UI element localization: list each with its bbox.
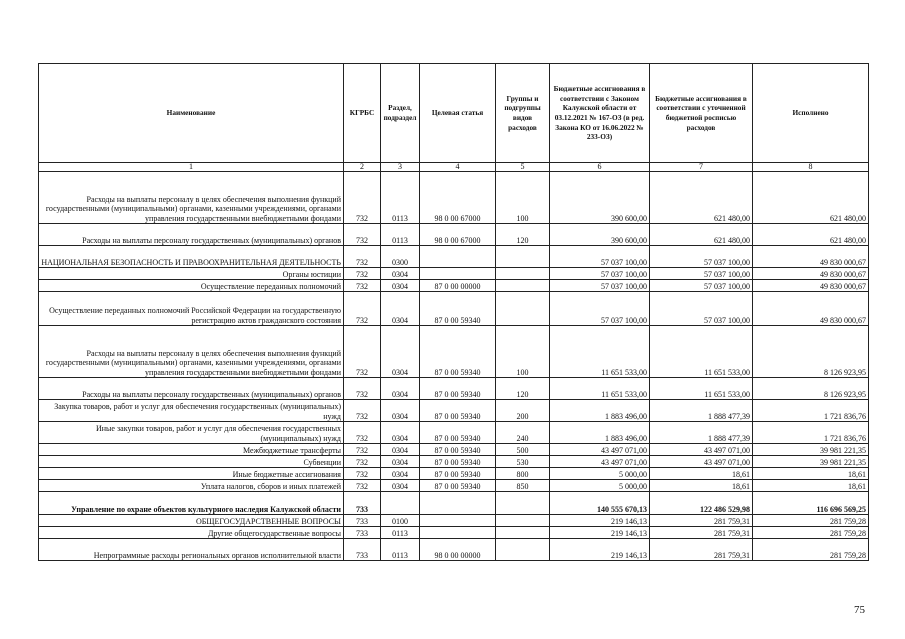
- header-name: Наименование: [39, 64, 344, 163]
- cell-cs: [420, 246, 496, 268]
- table-row: [39, 422, 869, 444]
- cell-kgrbs: 732: [344, 224, 381, 246]
- cell-name: Другие общегосударственные вопросы: [39, 527, 344, 539]
- table-row: [39, 515, 869, 527]
- cell-vr: 500: [496, 444, 550, 456]
- cell-kgrbs: 732: [344, 378, 381, 400]
- cell-kgrbs: 733: [344, 515, 381, 527]
- cell-name: Расходы на выплаты персоналу государственных (муниципальных) органов: [39, 224, 344, 246]
- col-number: 1: [39, 163, 344, 172]
- table-row: [39, 292, 869, 326]
- cell-name: Управление по охране объектов культурного наследия Калужской области: [39, 492, 344, 515]
- cell-cs: [420, 492, 496, 515]
- cell-cs: 98 0 00 67000: [420, 224, 496, 246]
- cell-law: 57 037 100,00: [550, 280, 650, 292]
- table-row: [39, 480, 869, 492]
- cell-kgrbs: 732: [344, 480, 381, 492]
- cell-utochn: 11 651 533,00: [650, 326, 753, 378]
- cell-cs: 98 0 00 67000: [420, 172, 496, 224]
- cell-kgrbs: 732: [344, 292, 381, 326]
- cell-isp: 8 126 923,95: [753, 378, 869, 400]
- cell-name: Осуществление переданных полномочий Российской Федерации на государственную регистрацию актов гражданского состояния: [39, 292, 344, 326]
- cell-utochn: 621 480,00: [650, 172, 753, 224]
- cell-vr: 120: [496, 224, 550, 246]
- cell-razdel: 0304: [381, 444, 420, 456]
- cell-kgrbs: 733: [344, 527, 381, 539]
- cell-isp: 39 981 221,35: [753, 444, 869, 456]
- cell-vr: [496, 527, 550, 539]
- cell-vr: [496, 292, 550, 326]
- cell-utochn: 57 037 100,00: [650, 268, 753, 280]
- table-row: [39, 539, 869, 561]
- cell-cs: 87 0 00 59340: [420, 444, 496, 456]
- cell-utochn: 281 759,31: [650, 527, 753, 539]
- cell-kgrbs: 732: [344, 326, 381, 378]
- cell-law: 57 037 100,00: [550, 268, 650, 280]
- cell-utochn: 43 497 071,00: [650, 444, 753, 456]
- cell-isp: 49 830 000,67: [753, 292, 869, 326]
- cell-kgrbs: 733: [344, 539, 381, 561]
- cell-vr: [496, 246, 550, 268]
- table-row: [39, 378, 869, 400]
- cell-name: Расходы на выплаты персоналу в целях обеспечения выполнения функций государственными (муниципальными) органами, казенными учреждениями, органами управления государственными внебюджетными фондами: [39, 172, 344, 224]
- cell-law: 11 651 533,00: [550, 326, 650, 378]
- table-row: [39, 246, 869, 268]
- cell-name: Межбюджетные трансферты: [39, 444, 344, 456]
- cell-law: 57 037 100,00: [550, 292, 650, 326]
- table-body: [39, 172, 869, 561]
- cell-utochn: 57 037 100,00: [650, 280, 753, 292]
- table-row: [39, 326, 869, 378]
- cell-isp: 116 696 569,25: [753, 492, 869, 515]
- cell-utochn: 621 480,00: [650, 224, 753, 246]
- header-ispolneno: Исполнено: [753, 64, 869, 163]
- cell-name: Уплата налогов, сборов и иных платежей: [39, 480, 344, 492]
- cell-cs: 87 0 00 59340: [420, 378, 496, 400]
- cell-isp: 621 480,00: [753, 172, 869, 224]
- cell-razdel: 0100: [381, 515, 420, 527]
- cell-utochn: 281 759,31: [650, 515, 753, 527]
- header-law: Бюджетные ассигнования в соответствии с Законом Калужской области от 03.12.2021 № 167-ОЗ (в ред. Закона КО от 16.06.2022 № 233-ОЗ): [550, 64, 650, 163]
- cell-razdel: 0304: [381, 400, 420, 422]
- cell-razdel: 0113: [381, 224, 420, 246]
- cell-law: 1 883 496,00: [550, 422, 650, 444]
- cell-vr: [496, 515, 550, 527]
- cell-utochn: 11 651 533,00: [650, 378, 753, 400]
- page-number: 75: [854, 604, 865, 616]
- cell-law: 11 651 533,00: [550, 378, 650, 400]
- cell-utochn: 1 888 477,39: [650, 422, 753, 444]
- col-number: 2: [344, 163, 381, 172]
- cell-isp: 1 721 836,76: [753, 422, 869, 444]
- col-number: 4: [420, 163, 496, 172]
- header-row: [39, 64, 869, 163]
- cell-cs: 87 0 00 59340: [420, 480, 496, 492]
- table-row: [39, 444, 869, 456]
- cell-razdel: 0300: [381, 246, 420, 268]
- cell-law: 219 146,13: [550, 527, 650, 539]
- cell-vr: 240: [496, 422, 550, 444]
- cell-kgrbs: 732: [344, 444, 381, 456]
- cell-vr: [496, 539, 550, 561]
- cell-vr: [496, 268, 550, 280]
- cell-cs: 87 0 00 59340: [420, 400, 496, 422]
- cell-vr: 530: [496, 456, 550, 468]
- column-number-row: [39, 163, 869, 172]
- cell-razdel: 0304: [381, 326, 420, 378]
- cell-law: 5 000,00: [550, 480, 650, 492]
- cell-isp: 49 830 000,67: [753, 280, 869, 292]
- cell-name: Осуществление переданных полномочий: [39, 280, 344, 292]
- table-row: [39, 492, 869, 515]
- header-kgrbs: КГРБС: [344, 64, 381, 163]
- cell-name: Иные бюджетные ассигнования: [39, 468, 344, 480]
- cell-cs: 87 0 00 59340: [420, 456, 496, 468]
- cell-isp: 281 759,28: [753, 527, 869, 539]
- cell-isp: 18,61: [753, 480, 869, 492]
- table-row: [39, 268, 869, 280]
- cell-isp: 621 480,00: [753, 224, 869, 246]
- cell-law: 43 497 071,00: [550, 444, 650, 456]
- cell-cs: 87 0 00 59340: [420, 326, 496, 378]
- col-number: 8: [753, 163, 869, 172]
- cell-vr: [496, 492, 550, 515]
- cell-vr: 850: [496, 480, 550, 492]
- cell-razdel: 0304: [381, 280, 420, 292]
- cell-cs: 98 0 00 00000: [420, 539, 496, 561]
- cell-law: 390 600,00: [550, 224, 650, 246]
- cell-isp: 281 759,28: [753, 539, 869, 561]
- cell-vr: 800: [496, 468, 550, 480]
- table-row: [39, 456, 869, 468]
- cell-isp: 1 721 836,76: [753, 400, 869, 422]
- cell-utochn: 18,61: [650, 468, 753, 480]
- cell-cs: 87 0 00 00000: [420, 280, 496, 292]
- cell-isp: 39 981 221,35: [753, 456, 869, 468]
- budget-table: [38, 63, 869, 561]
- cell-cs: 87 0 00 59340: [420, 292, 496, 326]
- cell-cs: 87 0 00 59340: [420, 468, 496, 480]
- cell-utochn: 122 486 529,98: [650, 492, 753, 515]
- header-celevaya: Целевая статья: [420, 64, 496, 163]
- cell-name: Субвенции: [39, 456, 344, 468]
- cell-kgrbs: 732: [344, 456, 381, 468]
- cell-name: Иные закупки товаров, работ и услуг для обеспечения государственных (муниципальных) нужд: [39, 422, 344, 444]
- cell-utochn: 57 037 100,00: [650, 292, 753, 326]
- cell-cs: [420, 527, 496, 539]
- cell-name: Расходы на выплаты персоналу государственных (муниципальных) органов: [39, 378, 344, 400]
- cell-vr: 100: [496, 326, 550, 378]
- cell-kgrbs: 733: [344, 492, 381, 515]
- cell-law: 43 497 071,00: [550, 456, 650, 468]
- cell-cs: [420, 515, 496, 527]
- cell-name: Непрограммные расходы региональных органов исполнительной власти: [39, 539, 344, 561]
- cell-law: 390 600,00: [550, 172, 650, 224]
- header-utochn: Бюджетные ассигнования в соответствии с уточненной бюджетной росписью расходов: [650, 64, 753, 163]
- cell-law: 219 146,13: [550, 515, 650, 527]
- cell-vr: [496, 280, 550, 292]
- cell-kgrbs: 732: [344, 280, 381, 292]
- cell-razdel: [381, 492, 420, 515]
- cell-name: Расходы на выплаты персоналу в целях обеспечения выполнения функций государственными (муниципальными) органами, казенными учреждениями, органами управления государственными внебюджетными фондами: [39, 326, 344, 378]
- cell-razdel: 0304: [381, 292, 420, 326]
- cell-razdel: 0304: [381, 480, 420, 492]
- cell-utochn: 281 759,31: [650, 539, 753, 561]
- table-row: [39, 280, 869, 292]
- cell-isp: 49 830 000,67: [753, 268, 869, 280]
- col-number: 6: [550, 163, 650, 172]
- cell-name: ОБЩЕГОСУДАРСТВЕННЫЕ ВОПРОСЫ: [39, 515, 344, 527]
- cell-isp: 281 759,28: [753, 515, 869, 527]
- cell-kgrbs: 732: [344, 268, 381, 280]
- cell-razdel: 0113: [381, 539, 420, 561]
- cell-law: 5 000,00: [550, 468, 650, 480]
- cell-law: 140 555 670,13: [550, 492, 650, 515]
- table-row: [39, 527, 869, 539]
- cell-cs: 87 0 00 59340: [420, 422, 496, 444]
- cell-isp: 8 126 923,95: [753, 326, 869, 378]
- cell-razdel: 0304: [381, 268, 420, 280]
- table-row: [39, 468, 869, 480]
- cell-razdel: 0304: [381, 468, 420, 480]
- cell-name: НАЦИОНАЛЬНАЯ БЕЗОПАСНОСТЬ И ПРАВООХРАНИТЕЛЬНАЯ ДЕЯТЕЛЬНОСТЬ: [39, 246, 344, 268]
- cell-kgrbs: 732: [344, 246, 381, 268]
- cell-law: 57 037 100,00: [550, 246, 650, 268]
- cell-name: Закупка товаров, работ и услуг для обеспечения государственных (муниципальных) нужд: [39, 400, 344, 422]
- table-row: [39, 172, 869, 224]
- cell-kgrbs: 732: [344, 400, 381, 422]
- cell-utochn: 43 497 071,00: [650, 456, 753, 468]
- cell-utochn: 18,61: [650, 480, 753, 492]
- cell-utochn: 1 888 477,39: [650, 400, 753, 422]
- cell-kgrbs: 732: [344, 468, 381, 480]
- cell-razdel: 0304: [381, 422, 420, 444]
- cell-kgrbs: 732: [344, 172, 381, 224]
- cell-vr: 120: [496, 378, 550, 400]
- col-number: 7: [650, 163, 753, 172]
- cell-law: 1 883 496,00: [550, 400, 650, 422]
- cell-isp: 18,61: [753, 468, 869, 480]
- col-number: 5: [496, 163, 550, 172]
- table-row: [39, 400, 869, 422]
- cell-razdel: 0113: [381, 172, 420, 224]
- cell-law: 219 146,13: [550, 539, 650, 561]
- cell-name: Органы юстиции: [39, 268, 344, 280]
- cell-cs: [420, 268, 496, 280]
- header-gruppy: Группы и подгруппы видов расходов: [496, 64, 550, 163]
- cell-vr: 100: [496, 172, 550, 224]
- cell-razdel: 0304: [381, 456, 420, 468]
- cell-utochn: 57 037 100,00: [650, 246, 753, 268]
- table-row: [39, 224, 869, 246]
- cell-vr: 200: [496, 400, 550, 422]
- cell-isp: 49 830 000,67: [753, 246, 869, 268]
- cell-kgrbs: 732: [344, 422, 381, 444]
- header-razdel: Раздел, подраздел: [381, 64, 420, 163]
- cell-razdel: 0304: [381, 378, 420, 400]
- cell-razdel: 0113: [381, 527, 420, 539]
- col-number: 3: [381, 163, 420, 172]
